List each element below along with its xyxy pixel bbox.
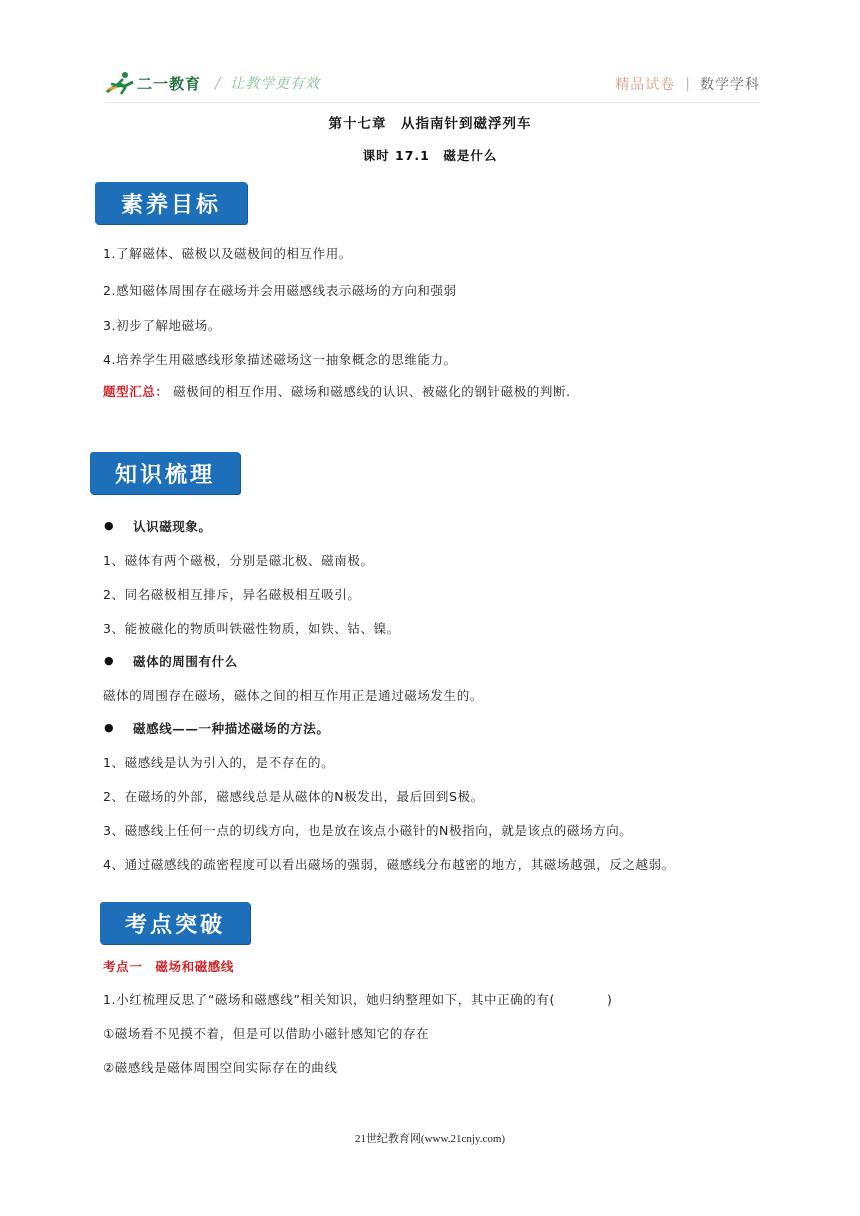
knowledge-item: 1、磁感线是认为引入的，是不存在的。 [103,755,335,770]
knowledge-item: 2、在磁场的外部，磁感线总是从磁体的N极发出，最后回到S极。 [103,789,484,804]
exam-point-title: 考点一 磁场和磁感线 [103,959,235,974]
question-option: ②磁感线是磁体周围空间实际存在的曲线 [103,1060,338,1075]
page-header [105,68,760,102]
knowledge-item: 3、磁感线上任何一点的切线方向，也是放在该点小磁针的N极指向，就是该点的磁场方向。 [103,823,633,838]
knowledge-item: 3、能被磁化的物质叫铁磁性物质，如铁、钴、镍。 [103,621,400,636]
header-right [615,74,760,94]
logo [105,68,320,98]
topic-heading: 磁感线——一种描述磁场的方法。 [133,721,330,736]
header-slogan: 让教学更有效 [230,76,321,92]
bullet-icon: ● [104,721,114,734]
runner-logo-icon [105,70,135,96]
header-label-subject: 数学学科 [700,77,760,93]
lesson-title: 课时 17.1 磁是什么 [362,148,498,163]
section-heading-goals: 素养目标 [95,182,247,224]
question-type-summary [103,382,571,400]
summary-label: 题型汇总： [103,384,169,399]
summary-text: 磁极间的相互作用、磁场和磁感线的认识、被磁化的钢针磁极的判断. [173,384,571,399]
chapter-title: 第十七章 从指南针到磁浮列车 [328,116,532,132]
knowledge-item: 1、磁体有两个磁极，分别是磁北极、磁南极。 [103,553,374,568]
footer-source: 21世纪教育网(www.21cnjy.com) [354,1133,506,1145]
goal-item: 1.了解磁体、磁极以及磁极间的相互作用。 [103,246,352,261]
header-separator: / [215,74,221,92]
topic-heading: 磁体的周围有什么 [133,654,238,669]
header-divider: | [685,76,690,92]
section-heading-exam-points: 考点突破 [100,902,250,944]
header-label-quality: 精品试卷 [615,77,676,93]
goal-item: 2.感知磁体周围存在磁场并会用磁感线表示磁场的方向和强弱 [103,283,457,298]
question-text: 1.小红梳理反思了“磁场和磁感线”相关知识，她归纳整理如下，其中正确的有( [103,992,555,1007]
bullet-icon: ● [104,654,114,667]
goal-item: 3.初步了解地磁场。 [103,318,221,333]
knowledge-item: 4、通过磁感线的疏密程度可以看出磁场的强弱，磁感线分布越密的地方，其磁场越强，反之越弱。 [103,857,675,872]
logo-text: 二一教育 [137,74,202,93]
knowledge-text: 磁体的周围存在磁场，磁体之间的相互作用正是通过磁场发生的。 [103,688,483,703]
question [103,990,612,1008]
question-option: ①磁场看不见摸不着，但是可以借助小磁针感知它的存在 [103,1026,430,1041]
question-paren-close: ) [606,992,613,1007]
bullet-icon: ● [104,519,114,532]
topic-heading: 认识磁现象。 [133,519,212,534]
goal-item: 4.培养学生用磁感线形象描述磁场这一抽象概念的思维能力。 [103,352,457,367]
header-rule [105,102,760,103]
section-heading-knowledge: 知识梳理 [90,452,240,494]
knowledge-item: 2、同名磁极相互排斥，异名磁极相互吸引。 [103,587,361,602]
